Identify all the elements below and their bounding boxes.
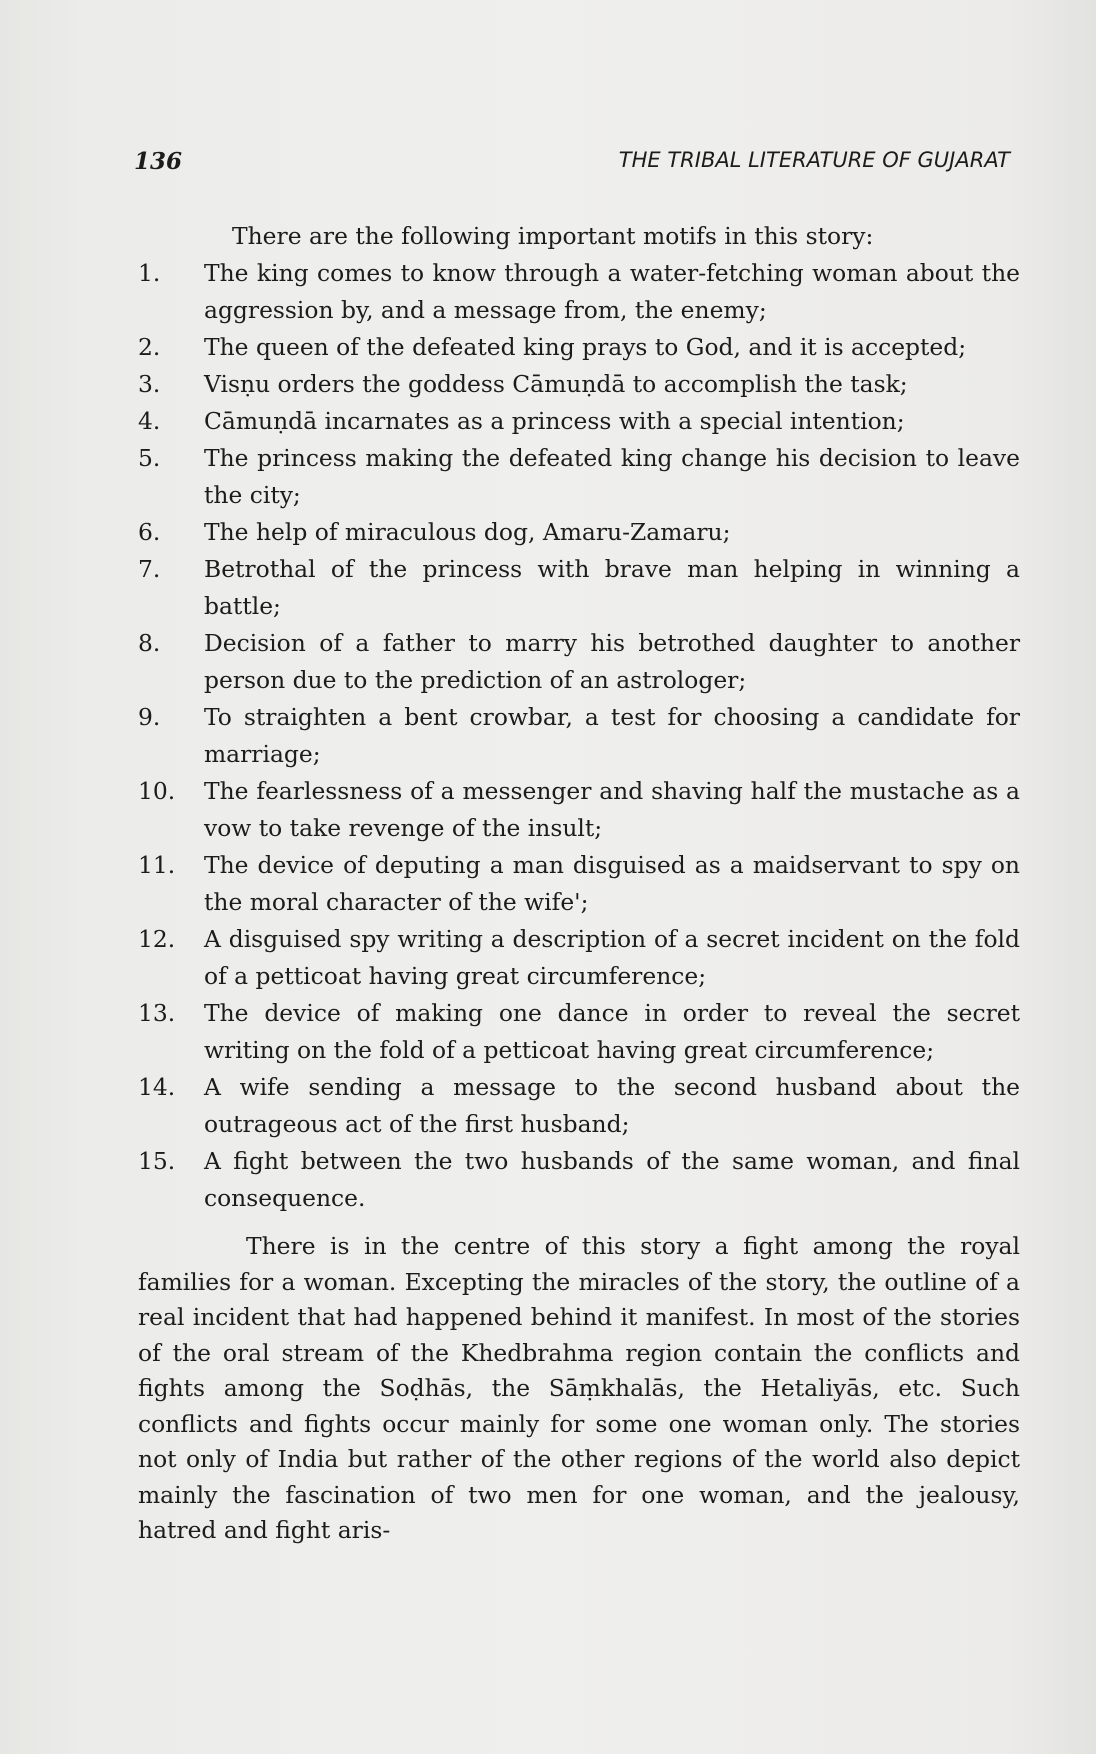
list-item [138,551,1020,625]
running-head: THE TRIBAL LITERATURE OF GUJARAT [618,148,1010,172]
list-item-number: 14. [138,1073,176,1101]
list-item-number: 4. [138,407,161,435]
list-item-number: 9. [138,703,161,731]
list-item [138,1143,1020,1217]
list-item-number: 2. [138,333,161,361]
list-item-number: 5. [138,444,161,472]
list-item-number: 11. [138,851,176,879]
list-item-text: The king comes to know through a water-fetching woman about the aggression by, and a message from, the enemy; [204,259,1020,324]
list-item-number: 8. [138,629,161,657]
list-item-number: 7. [138,555,161,583]
list-item-text: The princess making the defeated king change his decision to leave the city; [204,444,1020,509]
list-item [138,699,1020,773]
list-item [138,514,1020,551]
list-item [138,403,1020,440]
list-item-text: The fearlessness of a messenger and shaving half the mustache as a vow to take revenge of the insult; [204,777,1020,842]
list-item-text: A wife sending a message to the second husband about the outrageous act of the first husband; [204,1073,1020,1138]
list-item [138,440,1020,514]
list-item [138,995,1020,1069]
page-header [134,148,1010,182]
page-body [138,218,1020,1549]
list-item-text: The device of making one dance in order to reveal the secret writing on the fold of a petticoat having great circumference; [204,999,1020,1064]
list-item-text: The help of miraculous dog, Amaru-Zamaru; [204,518,731,546]
list-item-text: Decision of a father to marry his betrothed daughter to another person due to the prediction of an astrologer; [204,629,1020,694]
list-item [138,1069,1020,1143]
list-item-number: 13. [138,999,176,1027]
list-item-text: Cāmuṇdā incarnates as a princess with a special intention; [204,407,905,435]
list-item-number: 12. [138,925,176,953]
page-number: 136 [134,148,183,175]
list-item [138,625,1020,699]
list-item-text: The device of deputing a man disguised as a maidservant to spy on the moral character of the wife'; [204,851,1020,916]
list-item-text: A fight between the two husbands of the same woman, and final consequence. [204,1147,1020,1212]
list-item-number: 6. [138,518,161,546]
list-item-text: The queen of the defeated king prays to God, and it is accepted; [204,333,967,361]
list-item [138,847,1020,921]
list-item-text: Betrothal of the princess with brave man helping in winning a battle; [204,555,1020,620]
list-item-text: A disguised spy writing a description of a secret incident on the fold of a petticoat having great circumference; [204,925,1020,990]
closing-paragraph: There is in the centre of this story a fight among the royal families for a woman. Excepting the miracles of the story, the outline of a real incident that had happened behind it manifest. In most of the stories of the oral stream of the Khedbrahma region contain the conflicts and fights among the Soḍhās, the Sāṃkhalās, the Hetaliyās, etc. Such conflicts and fights occur mainly for some one woman only. The stories not only of India but rather of the other regions of the world also depict mainly the fascination of two men for one woman, and the jealousy, hatred and fight aris- [138,1232,1020,1544]
list-item [138,255,1020,329]
list-item-text: To straighten a bent crowbar, a test for choosing a candidate for marriage; [204,703,1020,768]
intro-sentence: There are the following important motifs in this story: [232,222,874,250]
list-item [138,366,1020,403]
list-item-number: 1. [138,259,161,287]
list-item [138,329,1020,366]
list-item-number: 10. [138,777,176,805]
list-item-text: Visṇu orders the goddess Cāmuṇdā to accomplish the task; [204,370,908,398]
list-item [138,921,1020,995]
list-item-number: 15. [138,1147,176,1175]
list-item [138,773,1020,847]
motif-list [138,255,1020,1217]
list-item-number: 3. [138,370,161,398]
